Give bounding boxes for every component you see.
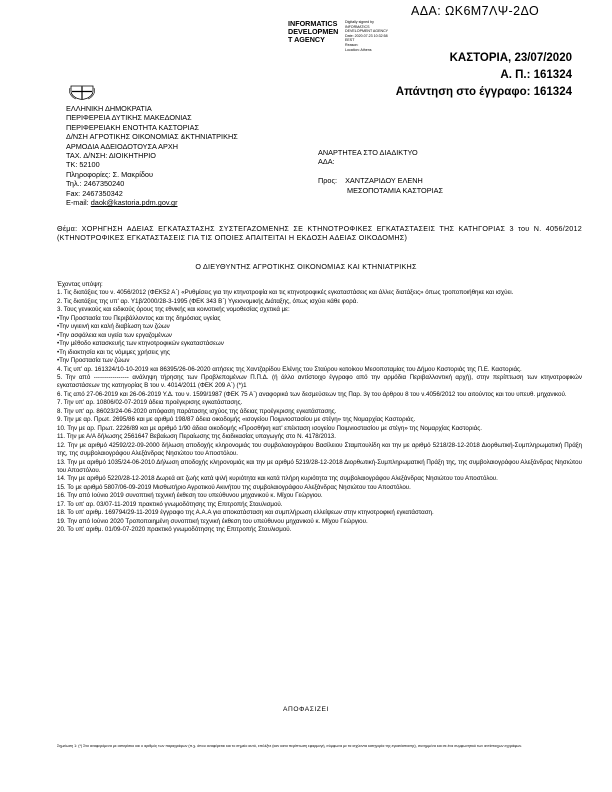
email-link[interactable]: daok@kastoria.pdm.gov.gr xyxy=(90,198,178,208)
body-paragraph: 4. Τις υπ' αρ. 161324/10-10-2019 και 86395/26-06-2020 αιτήσεις της Χαντζαρίδου Ελένης του Σταύρου κατοίκου Μεσοποταμίας του Δήμου Καστοριάς της Π.Ε. Καστοριάς. xyxy=(57,365,522,373)
body-paragraph: 14. Την με αριθμό 5220/28-12-2018 Δωρεά αιτ ζωής κατά ψιλή κυριότητα και κατά πλήρη κυριότητα της συμβολαιογράφου Αλεξάνδρας Νησιώτου του Αποστόλου. xyxy=(57,475,498,483)
body-paragraph: 2. Τις διατάξεις της υπ' αρ. Υ1β/2000/28-3-1995 (ΦΕΚ 343 Β΄) Υγειονομικής Διάταξης, όπως ισχύει κάθε φορά. xyxy=(57,297,359,305)
digital-signature-details: Digitally signed by INFORMATICS DEVELOPMENT AGENCY Date: 2020.07.23 10:32:58 EEST Reason: Location: Athens xyxy=(345,20,389,52)
publish-label: ΑΝΑΡΤΗΤΕΑ ΣΤΟ ΔΙΑΔΙΚΤΥΟ xyxy=(318,148,418,157)
body-paragraph: •Την ασφάλεια και υγεία των εργαζομένων xyxy=(57,331,172,339)
body-paragraph: 12. Την με αριθμό 42592/22-09-2000 δήλωση αποδοχής κληρονομιάς του συμβολαιογράφου Βασίλειου Σταμπουλίδη και την με αριθμό 5218/28-12-2018 Διορθωτική-Συμπληρωματική Πράξη της, της συμβολαιογράφου Αλεξάνδρας Νησιώτου του Αποστόλου. xyxy=(57,441,582,458)
recipient-block xyxy=(318,148,568,195)
director-heading: Ο ΔΙΕΥΘΥΝΤΗΣ ΑΓΡΟΤΙΚΗΣ ΟΙΚΟΝΟΜΙΑΣ ΚΑΙ ΚΤΗΝΙΑΤΡΙΚΗΣ xyxy=(195,262,417,271)
footnote: Σημείωση 1: (*) Στα αναφερόμενα με αστερίσκο και ο αριθμός των παραγράφων (π.χ. όπου αναφέρεται και το σημείο αυτό, επιλέξτε (καν κατα περίπτωση εφαρμογή, σύμφωνα με τα ισχύοντα κατηγορία της εγκατάστασης), συνημμένα και σε ένα συμφωνητικό των αντίστοιχων εγγράφων. xyxy=(57,744,523,748)
body-paragraph: 10. Την με αρ. Πρωτ. 2226/89 και με αριθμό 1/90 άδεια οικοδομής «Προσθήκη κατ' επέκταση ισογείου Ποιμνιοστασίου με στέγη» της Νομαρχίας Καστοριάς. xyxy=(57,424,482,432)
body-paragraph: •Την Προστασία του Περιβάλλοντος και της δημόσιας υγείας xyxy=(57,314,221,322)
issuer-line: ΕΛΛΗΝΙΚΗ ΔΗΜΟΚΡΑΤΙΑ xyxy=(66,104,152,113)
subject: Θέμα: ΧΟΡΗΓΗΣΗ ΑΔΕΙΑΣ ΕΓΚΑΤΑΣΤΑΣΗΣ ΣΥΣΤΕΓΑΖΟΜΕΝΗΣ ΣΕ ΚΤΗΝΟΤΡΟΦΙΚΕΣ ΕΓΚΑΤΑΣΤΑΣΕΙΣ ΤΗΣ ΚΑΤΗΓΟΡΙΑΣ 3 του Ν. 4056/2012 (ΚΤΗΝΟΤΡΟΦΙΚΕΣ ΕΓΚΑΤΑΣΤΑΣΕΙΣ ΓΙΑ ΤΙΣ ΟΠΟΙΕΣ ΑΠΑΙΤΕΙΤΑΙ Η ΕΚΔΟΣΗ ΑΔΕΙΑΣ ΟΙΚΟΔΟΜΗΣ) xyxy=(57,224,582,243)
body-paragraph: 13. Την με αριθμό 1035/24-06-2010 Δήλωση αποδοχής κληρονομιάς και την με αριθμό 5219/28-12-2018 Διορθωτική-Συμπληρωματική Πράξη της, της συμβολαιογράφου Αλεξάνδρας Νησιώτου του Αποστόλου. xyxy=(57,458,582,474)
body-paragraph: 8. Την υπ' αρ. 86023/24-06-2020 απόφαση παράτασης ισχύος της άδειας προέγκρισης εγκατάστασης. xyxy=(57,407,337,415)
city-date: ΚΑΣΤΟΡΙΑ, 23/07/2020 xyxy=(449,52,572,64)
digital-signature-label: INFORMATICS DEVELOPMEN T AGENCY xyxy=(288,19,339,45)
issuer-line: Δ/ΝΣΗ ΑΓΡΟΤΙΚΗΣ ΟΙΚΟΝΟΜΙΑΣ &ΚΤΗΝΙΑΤΡΙΚΗΣ xyxy=(66,132,238,142)
body-paragraph: 9. Την με αρ. Πρωτ. 2695/86 και με αριθμό 198/87 άδεια οικοδομής «ισογείου Ποιμνιοστασίου με στέγη» της Νομαρχίας Καστοριάς. xyxy=(57,416,416,424)
decision-heading: ΑΠΟΦΑΣΙΖΕΙ xyxy=(283,706,329,713)
reply-reference: Απάντηση στο έγγραφο: 161324 xyxy=(395,86,572,98)
issuer-line: ΠΕΡΙΦΕΡΕΙΑΚΗ ΕΝΟΤΗΤΑ ΚΑΣΤΟΡΙΑΣ xyxy=(66,122,199,132)
ada-label: ΑΔΑ: xyxy=(318,157,335,167)
protocol-number: Α. Π.: 161324 xyxy=(500,69,572,81)
body-paragraph: 1. Τις διατάξεις του ν. 4056/2012 (ΦΕΚ52 Α΄) «Ρυθμίσεις για την κτηνοτροφία και τις κτηνοτροφικές εγκαταστάσεις και άλλες διατάξεις» όπως τροποποιήθηκε και ισχύει. xyxy=(57,289,514,297)
body-paragraph: 15. Το με αριθμό 5807/06-09-2019 Μισθωτήριο Αγροτικού Ακινήτου της συμβολαιογράφου Αλεξάνδρας Νησιώτου του Αποστόλου. xyxy=(57,483,411,491)
email-row xyxy=(66,198,296,207)
body-paragraph: •Την Προστασία των ζώων xyxy=(57,357,130,365)
issuer-line: ΠΕΡΙΦΕΡΕΙΑ ΔΥΤΙΚΗΣ ΜΑΚΕΔΟΝΙΑΣ xyxy=(66,113,192,123)
body-paragraph: 5. Την από ----------------- ανάληψη τήρησης των Προβλεπομένων Π.Π.Δ. (ή άλλο αντίστοιχο έγγραφο από την αρμόδια Περιβαλλοντική αρχή), στην περίπτωση των κτηνοτροφικών εγκαταστάσεων της κατηγορίας Β του ν. 4014/2011 (ΦΕΚ 209 Α΄) (*)1 xyxy=(57,373,582,390)
ada-code: ΑΔΑ: ΩΚ6Μ7ΛΨ-2ΔΟ xyxy=(411,4,540,18)
hellenic-emblem-icon xyxy=(69,82,95,100)
issuer-line: ΤΑΧ. Δ/ΝΣΗ: ΔΙΟΙΚΗΤΗΡΙΟ xyxy=(66,151,156,161)
body-paragraph: 20. Το υπ' αριθμ. 01/09-07-2020 πρακτικό γνωμοδότησης της Επιτροπής Σταυλισμού. xyxy=(57,526,292,534)
email-label: E-mail: xyxy=(66,198,91,208)
body-paragraph: 3. Τους γενικούς και ειδικούς όρους της εθνικής και κοινοτικής νομοθεσίας σχετικά με: xyxy=(57,306,290,314)
issuer-line: Πληροφορίες: Σ. Μακρίδου xyxy=(66,169,153,179)
issuer-line: ΤΚ: 52100 xyxy=(66,160,100,170)
recipient-name: ΧΑΝΤΖΑΡΙΔΟΥ ΕΛΕΝΗ xyxy=(345,176,423,186)
body-paragraph: Έχοντας υπόψη: xyxy=(57,281,103,288)
body-paragraph: 11. Την με Α/Α δήλωσης 2561647 Βεβαίωση Περαίωσης της διαδικασίας υπαγωγής στο Ν. 4178/2013. xyxy=(57,433,336,441)
body-paragraph: •Την μέθοδο κατασκευής των κτηνοτροφικών εγκαταστάσεων xyxy=(57,340,224,348)
recipient-place: ΜΕΣΟΠΟΤΑΜΙΑ ΚΑΣΤΟΡΙΑΣ xyxy=(347,185,443,195)
document-body xyxy=(57,281,582,535)
body-paragraph: 19. Την από Ιούνιο 2020 Τροποποιημένη συνοπτική τεχνική έκθεση του υπεύθυνου μηχανικού κ. Μίχου Γεώργιου. xyxy=(57,517,368,525)
recipient-to xyxy=(318,176,568,185)
issuer-line: Fax: 2467350342 xyxy=(66,188,123,198)
body-paragraph: •Τη ιδιοκτησία και τις νόμιμες χρήσεις γης xyxy=(57,348,170,356)
body-paragraph: 16. Την από Ιούνιο 2019 συνοπτική τεχνική έκθεση του υπεύθυνου μηχανικού κ. Μίχου Γεώργιου. xyxy=(57,492,323,500)
body-paragraph: 7. Την υπ' αρ. 10806/02-07-2019 άδεια προέγκρισης εγκατάστασης. xyxy=(57,399,243,407)
to-label: Προς: xyxy=(318,176,338,186)
issuer-block xyxy=(66,104,296,207)
issuer-line: ΑΡΜΟΔΙΑ ΑΔΕΙΟΔΟΤΟΥΣΑ ΑΡΧΗ xyxy=(66,141,178,151)
body-paragraph: •Την υγιεινή και καλή διαβίωση των ζώων xyxy=(57,323,170,331)
body-paragraph: 6. Τις από 27-06-2019 και 26-06-2019 Υ.Δ. του ν. 1599/1987 (ΦΕΚ 75 Α΄) αναφορικά των δεσμεύσεων της Παρ. 3γ του άρθρου 8 του ν.4056/2012 του αιτούντος και του υπευθ. μηχανικού. xyxy=(57,390,567,398)
issuer-line: Τηλ.: 2467350240 xyxy=(66,179,125,189)
body-paragraph: 18. Το υπ' αριθμ. 169794/29-11-2019 έγγραφο της Α.Α.Α για αποκατάσταση και συμπλήρωση ελλείψεων στην κτηνοτροφική εγκατάσταση. xyxy=(57,509,434,517)
body-paragraph: 17. Το υπ' αρ. 03/07-11-2019 πρακτικό γνωμοδότησης της Επιτροπής Σταυλισμού. xyxy=(57,500,283,508)
